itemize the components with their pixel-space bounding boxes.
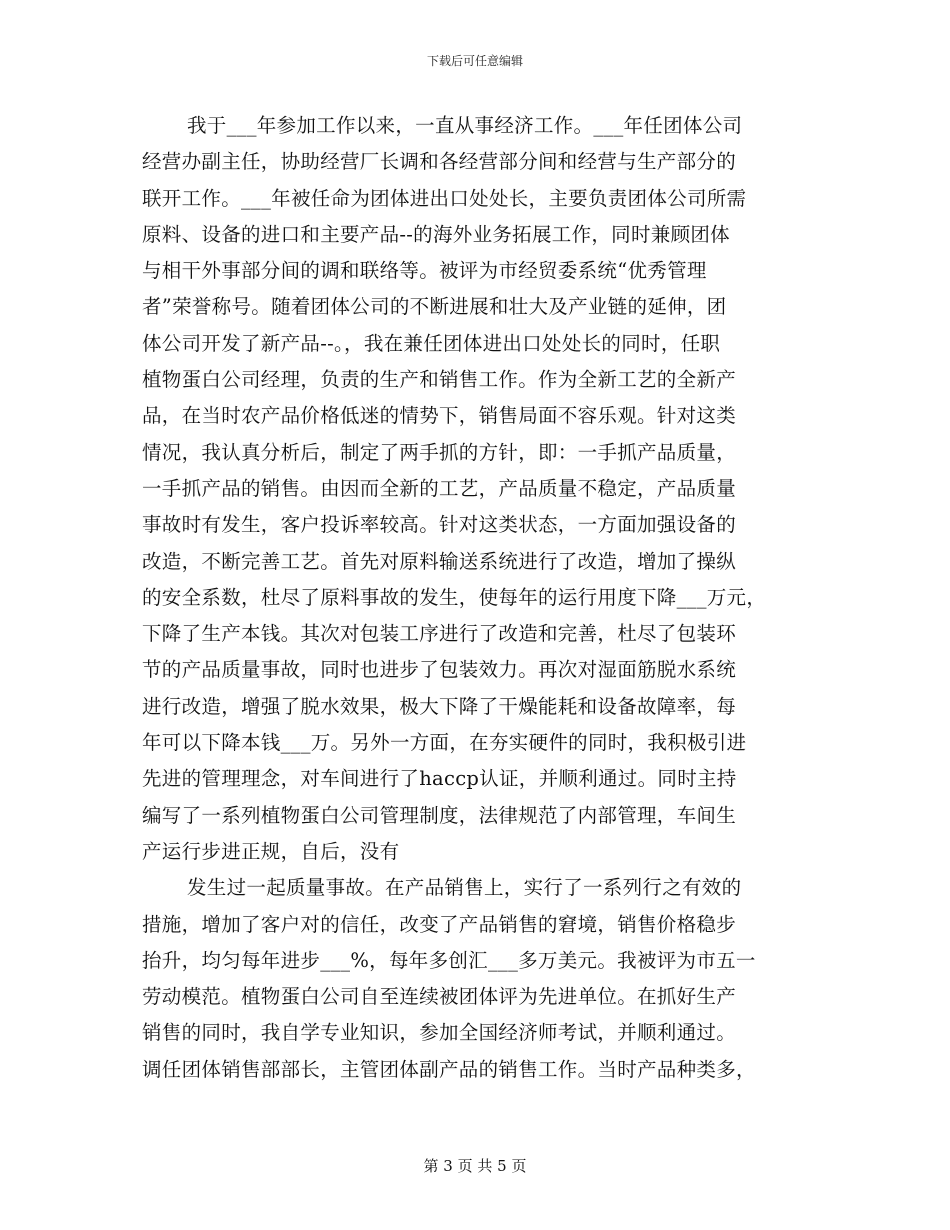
paragraph-line: 品，在当时农产品价格低迷的情势下，销售局面不容乐观。针对这类 xyxy=(142,404,737,428)
paragraph-line: 与相干外事部分间的调和联络等。被评为市经贸委系统“优秀管理 xyxy=(142,259,707,283)
page-number: 第 3 页 共 5 页 xyxy=(423,1157,527,1175)
paragraph-line: 进行改造，增强了脱水效果，极大下降了干燥能耗和设备故障率，每 xyxy=(142,694,737,718)
paragraph-line: 一手抓产品的销售。由因而全新的工艺，产品质量不稳定，产品质量 xyxy=(142,476,737,500)
paragraph-line: 调任团体销售部部长，主管团体副产品的销售工作。当时产品种类多， xyxy=(142,1057,756,1081)
paragraph-line: 改造，不断完善工艺。首先对原料输送系统进行了改造，增加了操纵 xyxy=(142,549,737,573)
paragraph-line: 体公司开发了新产品--。，我在兼任团体进出口处处长的同时，任职 xyxy=(142,331,721,355)
paragraph-line: 年可以下降本钱___万。另外一方面，在夯实硬件的同时，我积极引进 xyxy=(142,731,747,755)
paragraph-line: 者”荣誉称号。随着团体公司的不断进展和壮大及产业链的延伸，团 xyxy=(142,295,727,319)
document-body xyxy=(142,108,822,1088)
paragraph-line: 我于___年参加工作以来，一直从事经济工作。___年任团体公司 xyxy=(187,114,743,137)
paragraph-line: 的安全系数，杜尽了原料事故的发生，使每年的运行用度下降___万元， xyxy=(142,585,767,609)
paragraph-line: 措施，增加了客户对的信任，改变了产品销售的窘境，销售价格稳步 xyxy=(142,912,737,936)
paragraph-line: 情况，我认真分析后，制定了两手抓的方针，即：一手抓产品质量， xyxy=(142,440,737,464)
paragraph-line: 编写了一系列植物蛋白公司管理制度，法律规范了内部管理，车间生 xyxy=(142,803,737,827)
paragraph-line: 经营办副主任，协助经营厂长调和各经营部分间和经营与生产部分的 xyxy=(142,150,737,174)
paragraph-line: 下降了生产本钱。其次对包装工序进行了改造和完善，杜尽了包装环 xyxy=(142,622,737,646)
paragraph-line: 抬升，均匀每年进步___%，每年多创汇___多万美元。我被评为市五一 xyxy=(142,948,756,972)
paragraph-line: 植物蛋白公司经理，负责的生产和销售工作。作为全新工艺的全新产 xyxy=(142,368,737,392)
paragraph-line: 发生过一起质量事故。在产品销售上，实行了一系列行之有效的 xyxy=(187,876,742,900)
paragraph-line: 劳动模范。植物蛋白公司自至连续被团体评为先进单位。在抓好生产 xyxy=(142,985,737,1009)
paragraph-line: 产运行步进正规，自后，没有 xyxy=(142,839,400,863)
paragraph-line: 联开工作。___年被任命为团体进出口处处长，主要负责团体公司所需 xyxy=(142,186,747,210)
paragraph-line: 事故时有发生，客户投诉率较高。针对这类状态，一方面加强设备的 xyxy=(142,513,737,537)
page-header: 下载后可任意编辑 xyxy=(426,54,523,68)
paragraph-line: 先进的管理理念，对车间进行了haccp认证，并顺利通过。同时主持 xyxy=(142,767,737,791)
paragraph-line: 销售的同时，我自学专业知识，参加全国经济师考试，并顺利通过。 xyxy=(142,1021,737,1045)
paragraph-line: 节的产品质量事故，同时也进步了包装效力。再次对湿面筋脱水系统 xyxy=(142,658,737,682)
paragraph-line: 原料、设备的进口和主要产品--的海外业务拓展工作，同时兼顾团体 xyxy=(142,222,730,246)
